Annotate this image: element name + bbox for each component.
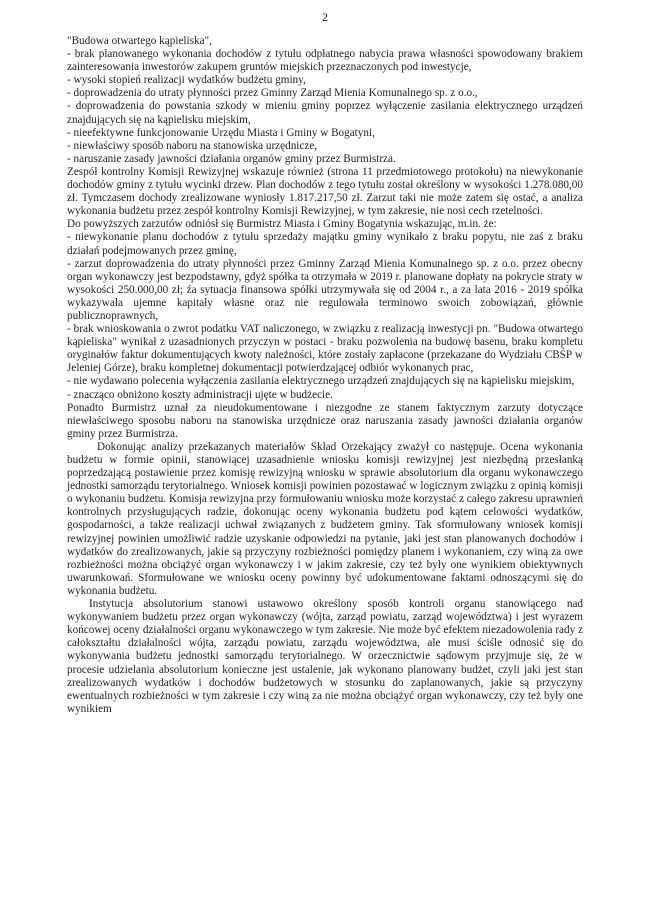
- paragraph: - brak wnioskowania o zwrot podatku VAT naliczonego, w związku z realizacją inwestycji pn. "Budowa otwartego kąpieliska" wynikał z uzasadnionych przyczyn w postaci - braku pozwolenia na budowę basenu, braku kompletu oryginałów faktur dokumentujących kwoty należności, które zostały zapłacone (przekazane do Wydziału CBŚP w Jeleniej Górze), braku kompletnej dokumentacji potwierdzającej odbiór wykonanych prac,: [67, 323, 583, 375]
- paragraph: "Budowa otwartego kąpieliska",: [67, 35, 212, 47]
- paragraph: Dokonując analizy przekazanych materiałów Skład Orzekający zważył co następuje. Ocena wykonania budżetu w formie opinii, stanowiącej uzasadnienie wniosku komisji rewizyjnej jest niezbędną przesłanką poprzedzającą postawienie przez komisję rewizyjną wniosku w sprawie absolutorium dla organu wykonawczego jednostki samorządu terytorialnego. Wniosek komisji powinien pozostawać w logicznym związku z opinią komisji o wykonaniu budżetu. Komisja rewizyjna przy formułowaniu wniosku może korzystać z całego zakresu uprawnień kontrolnych przysługujących radzie, dokonując oceny wykonania budżetu pod kątem celowości wydatków, gospodarności, a także realizacji uchwał związanych z budżetem gminy. Tak sformułowany wniosek komisji rewizyjnej powinien umożliwić radzie uzyskanie odpowiedzi na pytanie, jaki jest stan planowanych dochodów i wydatków do zrealizowanych, jakie są przyczyny rozbieżności pomiędzy planem i wykonaniem, czy winą za owe rozbieżności można obciążyć organ wykonawczy i w jakim zakresie, czy też były one wynikiem obiektywnych uwarunkowań. Sformułowane we wniosku oceny powinny być udokumentowane faktami odnoszącymi się do wykonania budżetu.: [67, 440, 583, 597]
- document-body: [67, 35, 583, 716]
- paragraph: Zespół kontrolny Komisji Rewizyjnej wskazuje również (strona 11 przedmiotowego protokołu) na niewykonanie dochodów gminy z tytułu wycinki drzew. Plan dochodów z tego tytułu został określony w wysokości 1.278.080,00 zł. Tymczasem dochody zrealizowane wyniosły 1.817.217,50 zł. Zarzut taki nie może zatem się ostać, a analiza wykonania budżetu przez zespół kontrolny Komisji Rewizyjnej, w tym zakresie, nie nosi cech rzetelności.: [67, 165, 583, 218]
- paragraph: - niewykonanie planu dochodów z tytułu sprzedaży majątku gminy wynikało z braku popytu, nie zaś z braku działań podejmowanych przez gminę,: [67, 231, 583, 257]
- paragraph: - nieefektywne funkcjonowanie Urzędu Miasta i Gminy w Bogatyni,: [67, 126, 375, 139]
- page-number: 2: [322, 10, 328, 24]
- paragraph: - nie wydawano polecenia wyłączenia zasilania elektrycznego urządzeń znajdujących się na kąpielisku miejskim,: [67, 375, 575, 388]
- paragraph: - znacząco obniżono koszty administracji ujęte w budżecie.: [67, 388, 333, 401]
- paragraph: - doprowadzenia do powstania szkody w mieniu gminy poprzez wyłączenie zasilania elektrycznego urządzeń znajdujących się na kąpielisku miejskim,: [67, 100, 583, 126]
- paragraph: Instytucja absolutorium stanowi ustawowo określony sposób kontroli organu stanowiącego nad wykonywaniem budżetu przez organ wykonawczy (wójta, zarząd powiatu, zarząd województwa) i jest wyrazem końcowej oceny działalności organu wykonawczego w tym zakresie. Nie może być efektem niezadowolenia rady z całokształtu działalności wójta, zarządu powiatu, zarządu województwa, ale musi ściśle odnosić się do wykonywania budżetu jednostki samorządu terytorialnego. W orzecznictwie sądowym przyjmuje się, że w procesie udzielania absolutorium konieczne jest ustalenie, jak wykonano planowany budżet, czyli jaki jest stan zrealizowanych wydatków i dochodów budżetowych w stosunku do zaplanowanych, jakie są przyczyny ewentualnych rozbieżności w tym zakresie i czy winą za nie można obciążyć organ wykonawczy, czy też były one wynikiem: [67, 598, 583, 715]
- paragraph: - brak planowanego wykonania dochodów z tytułu odpłatnego nabycia prawa własności spowodowany brakiem zainteresowania inwestorów zakupem gruntów miejskich przeznaczonych pod inwestycje,: [67, 48, 583, 74]
- paragraph: Ponadto Burmistrz uznał za nieudokumentowane i niezgodne ze stanem faktycznym zarzuty dotyczące niewłaściwego sposobu naboru na stanowiska urzędnicze oraz naruszania zasady jawności działania organów gminy przez Burmistrza.: [67, 401, 583, 440]
- paragraph: - niewłaściwy sposób naboru na stanowiska urzędnicze,: [67, 139, 318, 152]
- paragraph: - naruszanie zasady jawności działania organów gminy przez Burmistrza.: [67, 152, 396, 165]
- paragraph: - zarzut doprowadzenia do utraty płynności przez Gminny Zarząd Mienia Komunalnego sp. z o.o. przez obecny organ wykonawczy jest bezpodstawny, gdyż spółka ta otrzymała w 2019 r. planowane dopłaty na pokrycie straty w wysokości 250.000,00 zł; źa sytuacja finansowa spółki utrzymywała się od 2004 r., a za lata 2016 - 2019 spółka wykazywała ujemne kapitały własne oraz nie regulowała terminowo swoich zobowiązań, głównie publicznoprawnych,: [67, 257, 583, 322]
- paragraph: Do powyższych zarzutów odniósł się Burmistrz Miasta i Gminy Bogatynia wskazując, m.in. że:: [67, 218, 497, 231]
- paragraph: - wysoki stopień realizacji wydatków budżetu gminy,: [67, 74, 306, 87]
- paragraph: - doprowadzenia do utraty płynności przez Gminny Zarząd Mienia Komunalnego sp. z o.o.,: [67, 87, 478, 100]
